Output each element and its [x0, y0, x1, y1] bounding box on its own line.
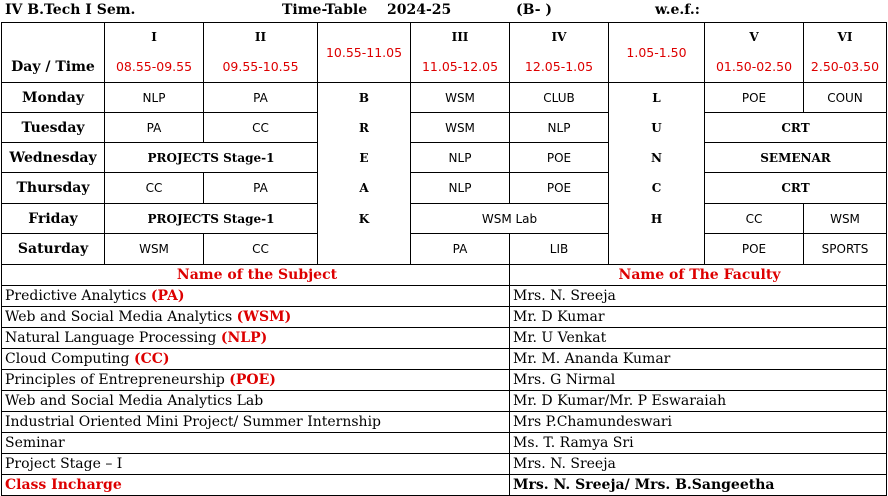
cell-friday-p12: PROJECTS Stage-1 [105, 204, 318, 234]
faculty-name: Mrs P.Chamundeswari [510, 412, 887, 433]
subject-name: Project Stage – I [5, 456, 123, 472]
row-saturday [2, 234, 887, 265]
cell-monday-p5: POE [705, 83, 804, 113]
faculty-row [2, 391, 887, 412]
row-monday [2, 83, 887, 113]
faculty-row [2, 286, 887, 307]
faculty-name: Mrs. G Nirmal [510, 370, 887, 391]
period-2-roman: II [204, 23, 318, 52]
cell-monday-p3: WSM [411, 83, 510, 113]
faculty-name: Mr. D Kumar [510, 307, 887, 328]
timetable-title: Time-Table [282, 2, 368, 18]
faculty-row [2, 307, 887, 328]
subject-cell [2, 433, 510, 454]
subject-cell [2, 307, 510, 328]
row-wednesday [2, 143, 887, 173]
faculty-row [2, 328, 887, 349]
day-friday: Friday [2, 204, 105, 234]
subject-cell [2, 349, 510, 370]
day-saturday: Saturday [2, 234, 105, 265]
period-4-time: 12.05-1.05 [510, 52, 609, 83]
day-thursday: Thursday [2, 173, 105, 204]
cell-friday-p6: WSM [804, 204, 887, 234]
break-blank [318, 234, 411, 265]
cell-friday-p34: WSM Lab [411, 204, 609, 234]
subject-cell [2, 328, 510, 349]
period-6-time: 2.50-03.50 [804, 52, 887, 83]
subject-header: Name of the Subject [2, 265, 510, 286]
subject-name: Seminar [5, 435, 65, 451]
cell-monday-p4: CLUB [510, 83, 609, 113]
break-time: 10.55-11.05 [318, 23, 411, 83]
day-monday: Monday [2, 83, 105, 113]
period-3-time: 11.05-12.05 [411, 52, 510, 83]
period-1-time: 08.55-09.55 [105, 52, 204, 83]
cell-saturday-p6: SPORTS [804, 234, 887, 265]
cell-thursday-p3: NLP [411, 173, 510, 204]
row-friday [2, 204, 887, 234]
break-letter: K [318, 204, 411, 234]
cell-monday-p1: NLP [105, 83, 204, 113]
period-4-roman: IV [510, 23, 609, 52]
cell-thursday-p1: CC [105, 173, 204, 204]
subject-name: Web and Social Media Analytics [5, 309, 237, 325]
subject-name: Predictive Analytics [5, 288, 151, 304]
day-time-corner [2, 23, 105, 52]
faculty-row [2, 433, 887, 454]
period-5-roman: V [705, 23, 804, 52]
cell-tuesday-p3: WSM [411, 113, 510, 143]
subject-name: Principles of Entrepreneurship [5, 372, 230, 388]
lunch-time: 1.05-1.50 [609, 23, 705, 83]
faculty-table [1, 264, 887, 496]
lunch-blank [609, 234, 705, 265]
day-time-label: Day / Time [2, 52, 105, 83]
cell-saturday-p5: POE [705, 234, 804, 265]
subject-cell [2, 454, 510, 475]
faculty-row [2, 349, 887, 370]
subject-cell [2, 391, 510, 412]
cell-wednesday-p4: POE [510, 143, 609, 173]
subject-cell [2, 286, 510, 307]
lunch-letter: C [609, 173, 705, 204]
period-2-time: 09.55-10.55 [204, 52, 318, 83]
subject-abbr: (CC) [133, 351, 170, 367]
subject-name: Natural Language Processing [5, 330, 221, 346]
cell-saturday-p4: LIB [510, 234, 609, 265]
lunch-letter: U [609, 113, 705, 143]
cell-tuesday-p56: CRT [705, 113, 887, 143]
lunch-letter: H [609, 204, 705, 234]
period-3-roman: III [411, 23, 510, 52]
cell-wednesday-p12: PROJECTS Stage-1 [105, 143, 318, 173]
timetable-grid [1, 22, 887, 265]
faculty-row [2, 454, 887, 475]
class-incharge-label: Class Incharge [2, 475, 510, 496]
cell-thursday-p4: POE [510, 173, 609, 204]
subject-cell [2, 370, 510, 391]
break-letter: A [318, 173, 411, 204]
cell-friday-p5: CC [705, 204, 804, 234]
faculty-name: Mr. D Kumar/Mr. P Eswaraiah [510, 391, 887, 412]
class-name: IV B.Tech I Sem. [5, 2, 136, 18]
cell-thursday-p2: PA [204, 173, 318, 204]
cell-thursday-p56: CRT [705, 173, 887, 204]
cell-monday-p2: PA [204, 83, 318, 113]
faculty-name: Mrs. N. Sreeja [510, 454, 887, 475]
section-label: (B- ) [516, 2, 553, 18]
faculty-header: Name of The Faculty [510, 265, 887, 286]
cell-saturday-p1: WSM [105, 234, 204, 265]
cell-saturday-p2: CC [204, 234, 318, 265]
faculty-name: Mr. U Venkat [510, 328, 887, 349]
lunch-letter: L [609, 83, 705, 113]
day-wednesday: Wednesday [2, 143, 105, 173]
row-tuesday [2, 113, 887, 143]
subject-name: Cloud Computing [5, 351, 134, 367]
cell-wednesday-p56: SEMENAR [705, 143, 887, 173]
faculty-row [2, 412, 887, 433]
faculty-name: Ms. T. Ramya Sri [510, 433, 887, 454]
subject-abbr: (WSM) [236, 309, 292, 325]
subject-name: Web and Social Media Analytics Lab [5, 393, 264, 409]
faculty-name: Mrs. N. Sreeja [510, 286, 887, 307]
break-letter: B [318, 83, 411, 113]
day-tuesday: Tuesday [2, 113, 105, 143]
lunch-letter: N [609, 143, 705, 173]
break-letter: R [318, 113, 411, 143]
cell-saturday-p3: PA [411, 234, 510, 265]
subject-abbr: (PA) [150, 288, 185, 304]
cell-wednesday-p3: NLP [411, 143, 510, 173]
period-1-roman: I [105, 23, 204, 52]
period-6-roman: VI [804, 23, 887, 52]
cell-monday-p6: COUN [804, 83, 887, 113]
faculty-name: Mr. M. Ananda Kumar [510, 349, 887, 370]
wef-label: w.e.f.: [655, 2, 700, 18]
faculty-row [2, 370, 887, 391]
incharge-row [2, 475, 887, 496]
class-incharge-value: Mrs. N. Sreeja/ Mrs. B.Sangeetha [510, 475, 887, 496]
cell-tuesday-p1: PA [105, 113, 204, 143]
subject-abbr: (POE) [229, 372, 276, 388]
period-5-time: 01.50-02.50 [705, 52, 804, 83]
row-thursday [2, 173, 887, 204]
timetable-header [0, 0, 888, 22]
academic-year: 2024-25 [387, 2, 452, 18]
cell-tuesday-p4: NLP [510, 113, 609, 143]
cell-tuesday-p2: CC [204, 113, 318, 143]
faculty-header-row [2, 265, 887, 286]
subject-name: Industrial Oriented Mini Project/ Summer Internship [5, 414, 382, 430]
subject-cell [2, 412, 510, 433]
subject-abbr: (NLP) [220, 330, 268, 346]
break-letter: E [318, 143, 411, 173]
